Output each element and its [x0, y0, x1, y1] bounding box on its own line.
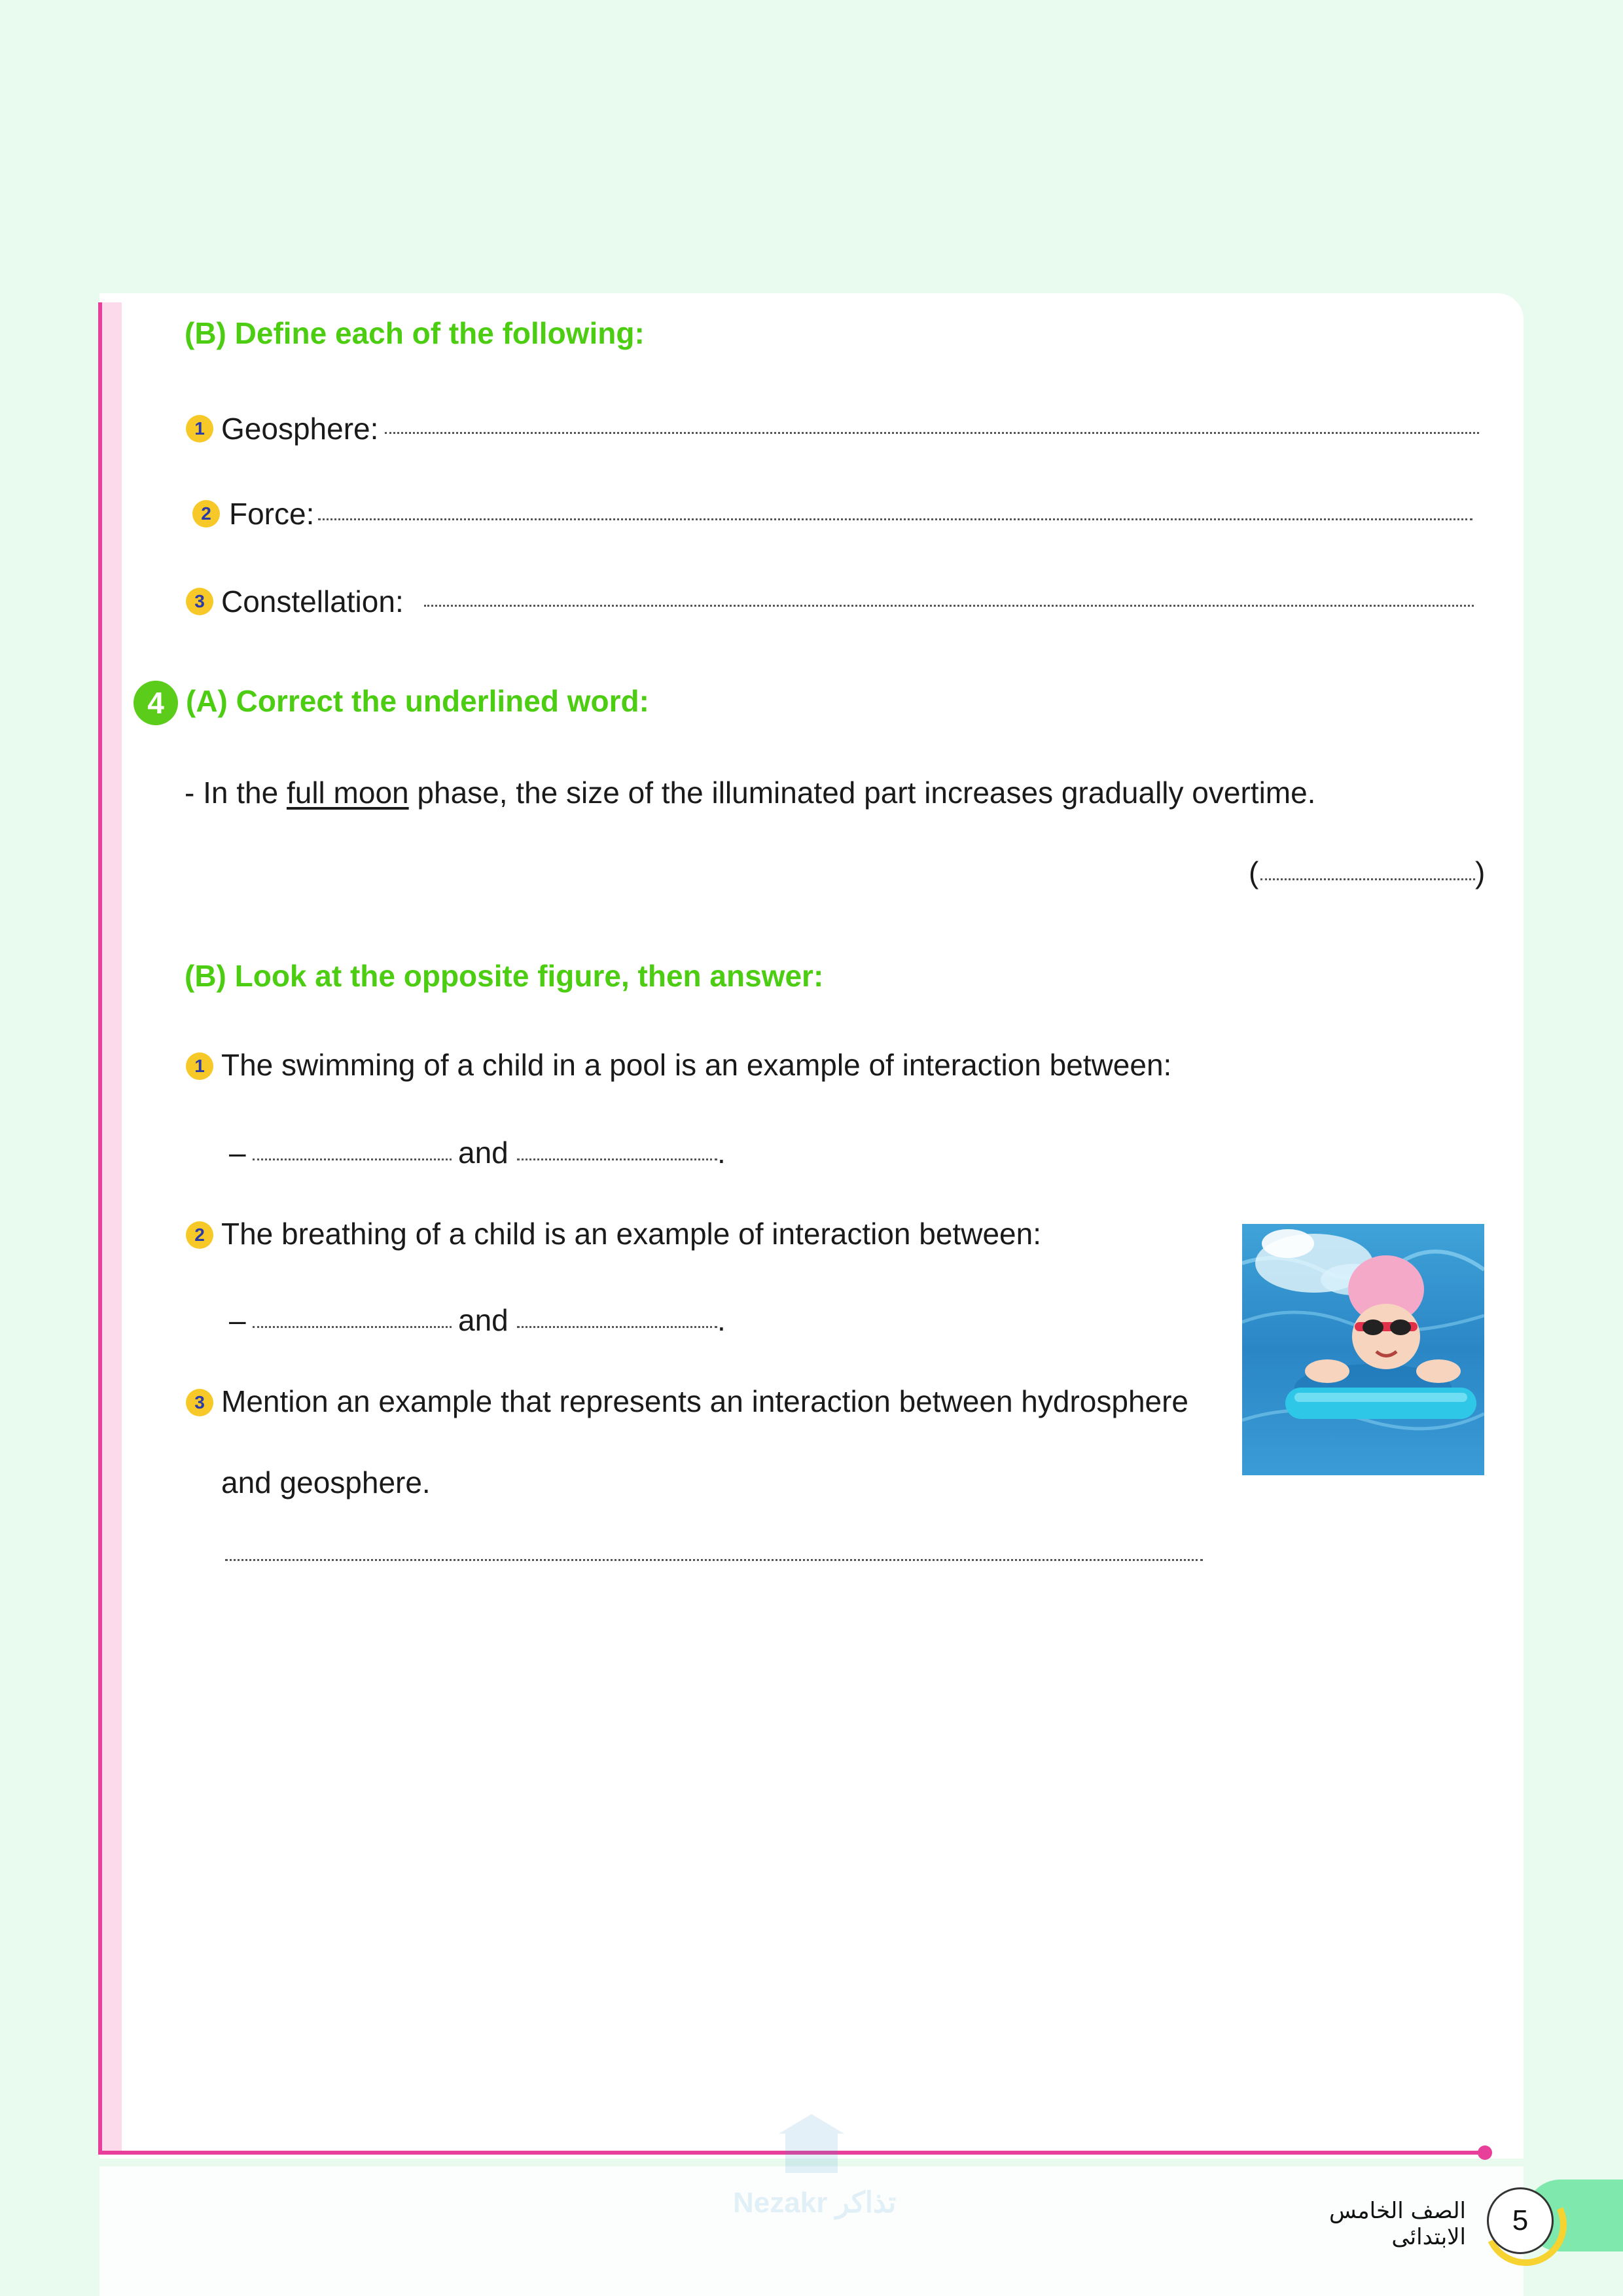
question-number-badge: 4	[134, 681, 178, 725]
item-number-badge: 1	[186, 1052, 213, 1080]
rule-end-dot	[1478, 2145, 1492, 2160]
answer-line[interactable]	[517, 1158, 717, 1160]
grade-label: الصف الخامس الابتدائى	[1329, 2198, 1466, 2250]
item-number-badge: 3	[186, 588, 213, 615]
answer-line[interactable]	[253, 1158, 452, 1160]
underlined-word: full moon	[286, 776, 409, 810]
answer-line[interactable]	[318, 518, 1472, 520]
watermark-logo	[720, 2108, 903, 2225]
and-word: and	[458, 1303, 508, 1337]
answer-line[interactable]	[385, 432, 1479, 434]
svg-text:Nezakr تذاكر: Nezakr تذاكر	[733, 2187, 897, 2219]
define-heading: (B) Define each of the following:	[185, 316, 645, 350]
define-term-force: Force:	[229, 497, 315, 531]
answer-line[interactable]	[253, 1326, 452, 1328]
question-swimming: The swimming of a child in a pool is an example of interaction between:	[221, 1048, 1172, 1082]
period: .	[717, 1136, 726, 1170]
sentence-suffix: phase, the size of the illuminated part increases gradually overtime.	[408, 776, 1316, 810]
question-breathing: The breathing of a child is an example of interaction between:	[221, 1217, 1041, 1251]
and-word: and	[458, 1136, 508, 1170]
swimming-child-photo	[1242, 1224, 1484, 1475]
look-figure-heading: (B) Look at the opposite figure, then answer:	[185, 959, 824, 993]
define-term-constellation: Constellation:	[221, 584, 404, 619]
answer-open-paren: (	[1249, 855, 1259, 889]
item-number-badge: 2	[186, 1221, 213, 1249]
dash: –	[229, 1303, 246, 1337]
correct-word-heading: (A) Correct the underlined word:	[186, 684, 649, 718]
period: .	[717, 1303, 726, 1337]
answer-line[interactable]	[1260, 878, 1475, 880]
answer-line[interactable]	[225, 1559, 1203, 1561]
answer-line[interactable]	[424, 605, 1474, 607]
margin-line	[98, 302, 102, 2155]
item-number-badge: 3	[186, 1389, 213, 1416]
item-number-badge: 2	[192, 500, 220, 528]
answer-line[interactable]	[517, 1326, 717, 1328]
item-number-badge: 1	[186, 415, 213, 442]
correct-word-sentence	[185, 775, 1315, 810]
sentence-prefix: - In the	[185, 776, 287, 810]
answer-close-paren: )	[1475, 855, 1486, 889]
question-mention-example: Mention an example that represents an interaction between hydrosphere	[221, 1384, 1189, 1418]
dash: –	[229, 1136, 246, 1170]
define-term-geosphere: Geosphere:	[221, 412, 379, 446]
question-mention-example-line2: and geosphere.	[221, 1465, 431, 1499]
page-number: 5	[1487, 2187, 1554, 2254]
